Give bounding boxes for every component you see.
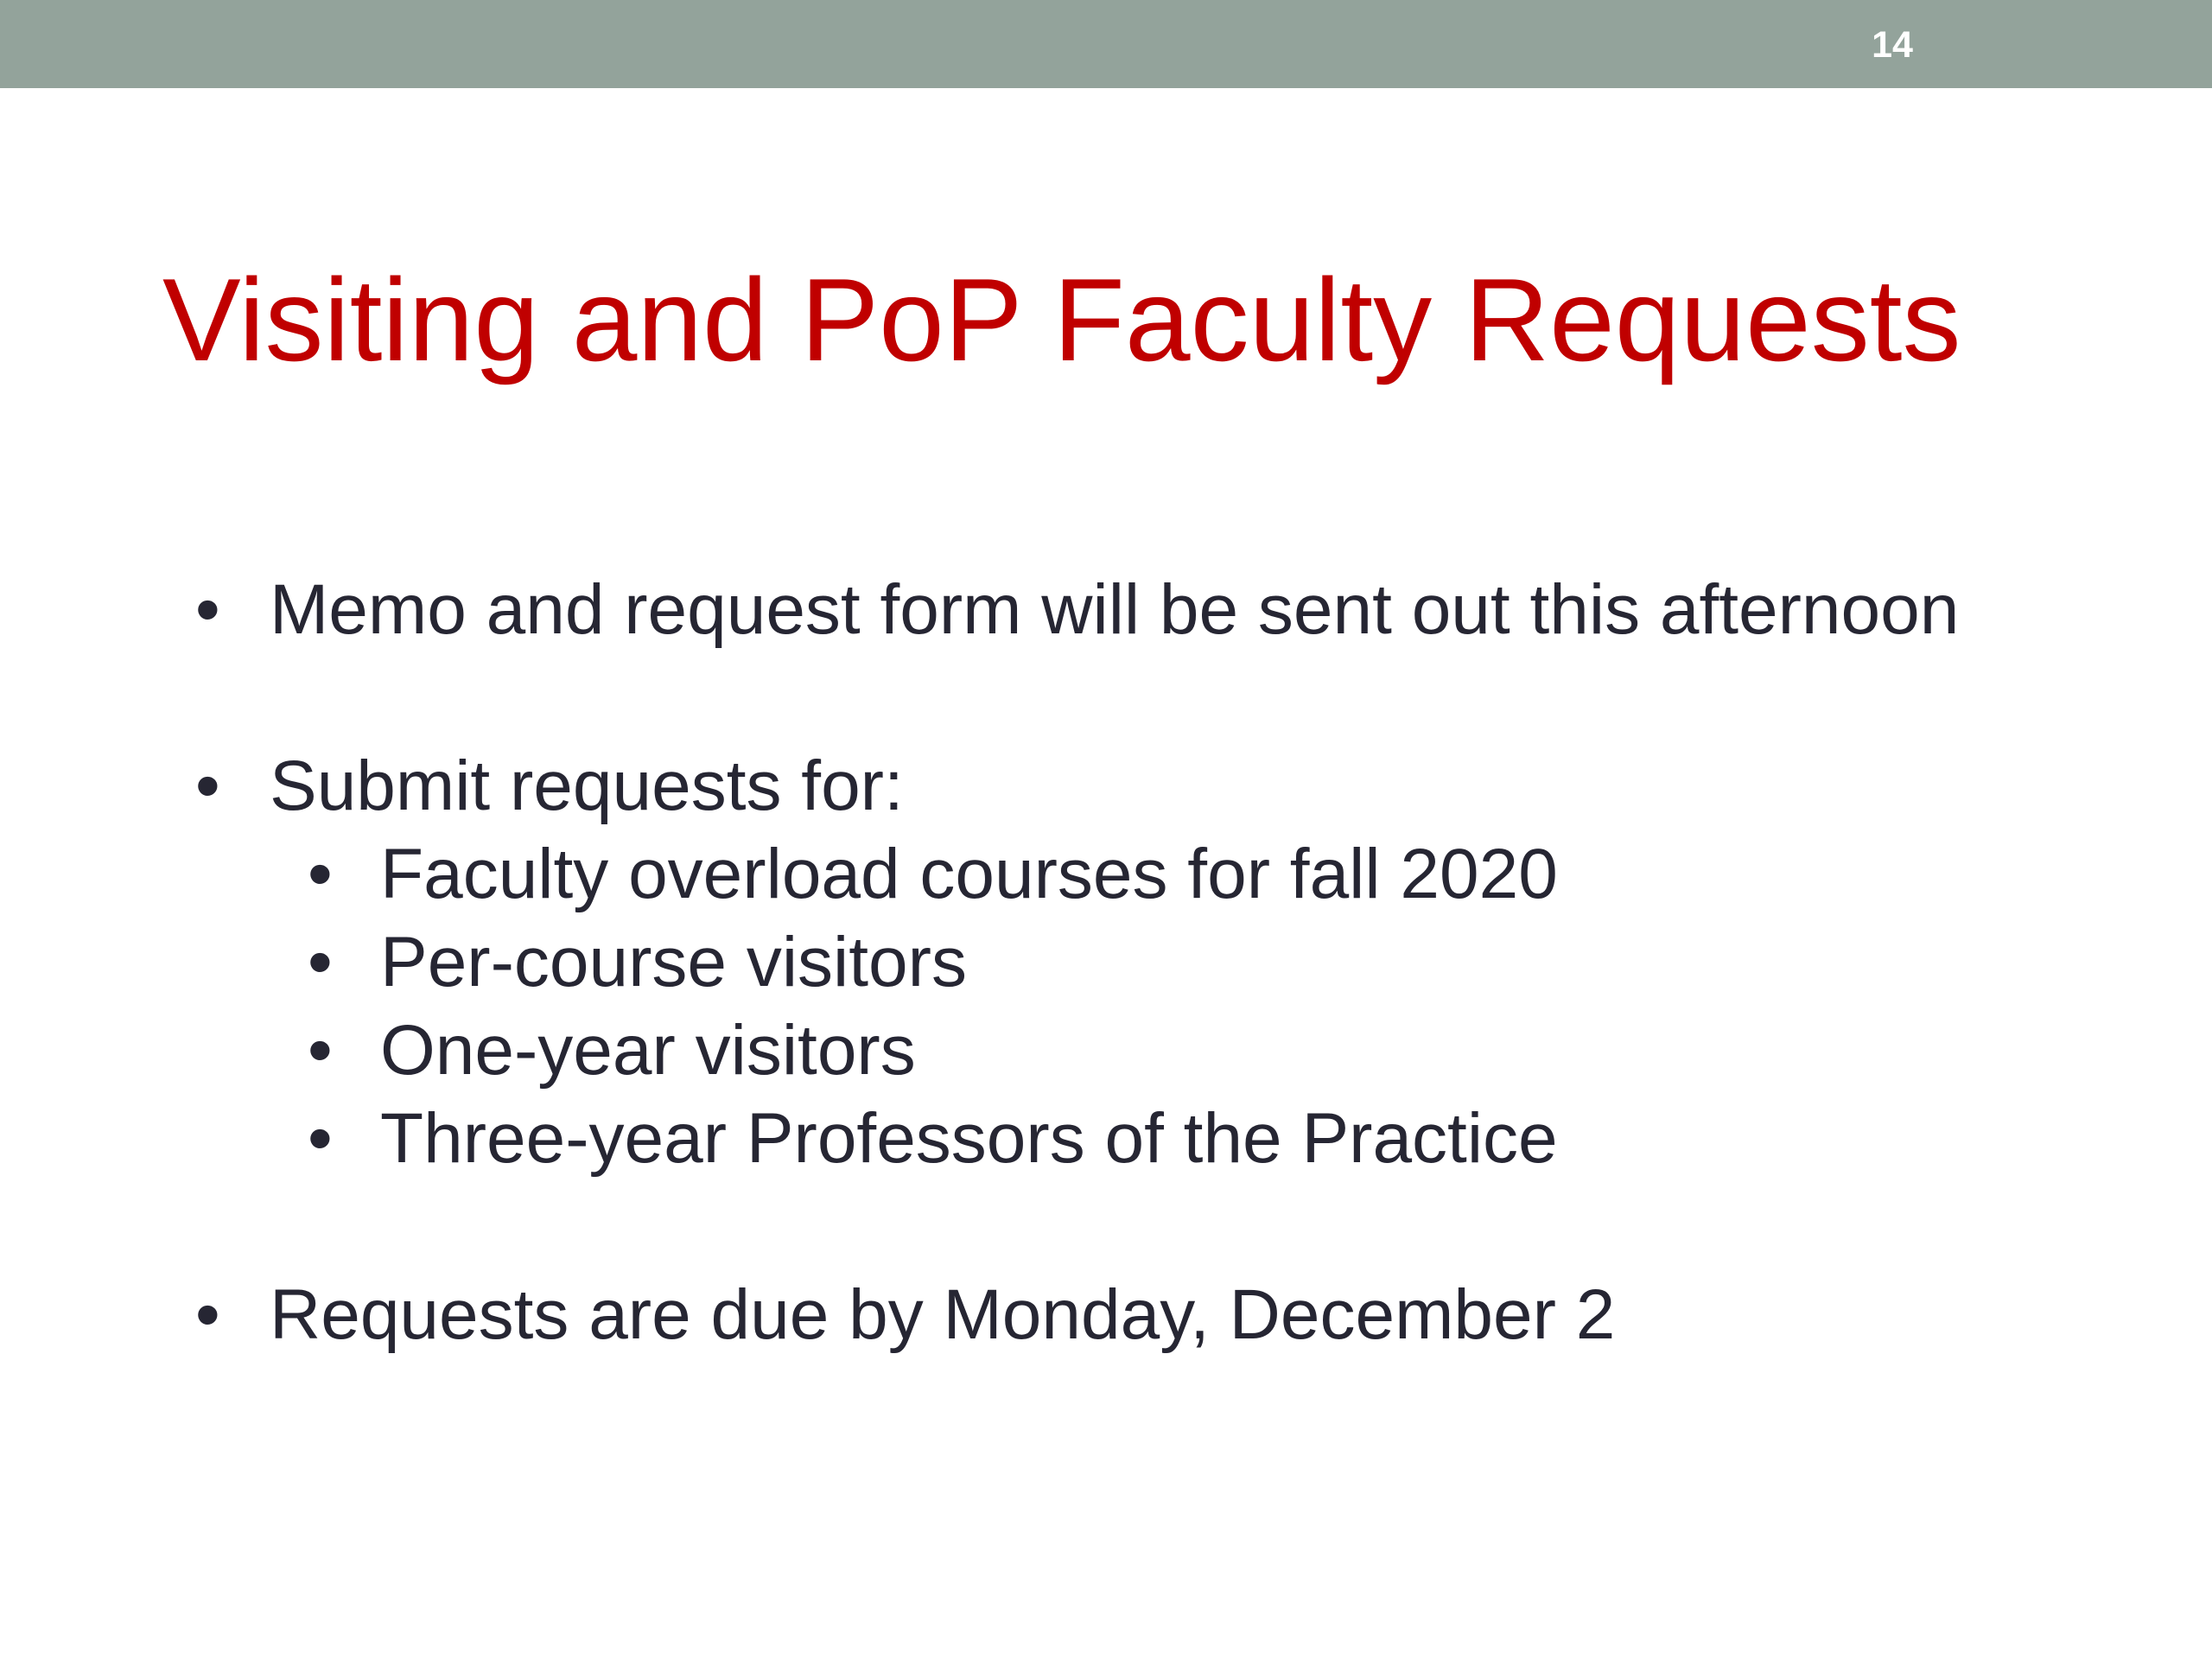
- bullet-list: [194, 566, 2051, 1359]
- bullet-item: [194, 566, 2051, 654]
- bullet-item: [194, 742, 2051, 830]
- sub-bullet-list: [194, 830, 2051, 1183]
- sub-bullet-item: [194, 1007, 2051, 1095]
- sub-bullet-item: [194, 918, 2051, 1007]
- bullet-text: Submit requests for:: [270, 747, 904, 825]
- slide-number: 14: [1872, 24, 1913, 66]
- sub-bullet-text: Per-course visitors: [380, 923, 967, 1001]
- top-bar: [0, 0, 2212, 88]
- sub-bullet-item: [194, 1095, 2051, 1183]
- sub-bullet-text: Faculty overload courses for fall 2020: [380, 835, 1558, 913]
- bullet-item: [194, 1271, 2051, 1359]
- sub-bullet-text: One-year visitors: [380, 1011, 916, 1090]
- sub-bullet-text: Three-year Professors of the Practice: [380, 1099, 1558, 1178]
- bullet-text: Requests are due by Monday, December 2: [270, 1275, 1616, 1354]
- sub-bullet-item: [194, 830, 2051, 918]
- bullet-text: Memo and request form will be sent out this afternoon: [270, 570, 1960, 649]
- slide-title: Visiting and PoP Faculty Requests: [162, 254, 1961, 385]
